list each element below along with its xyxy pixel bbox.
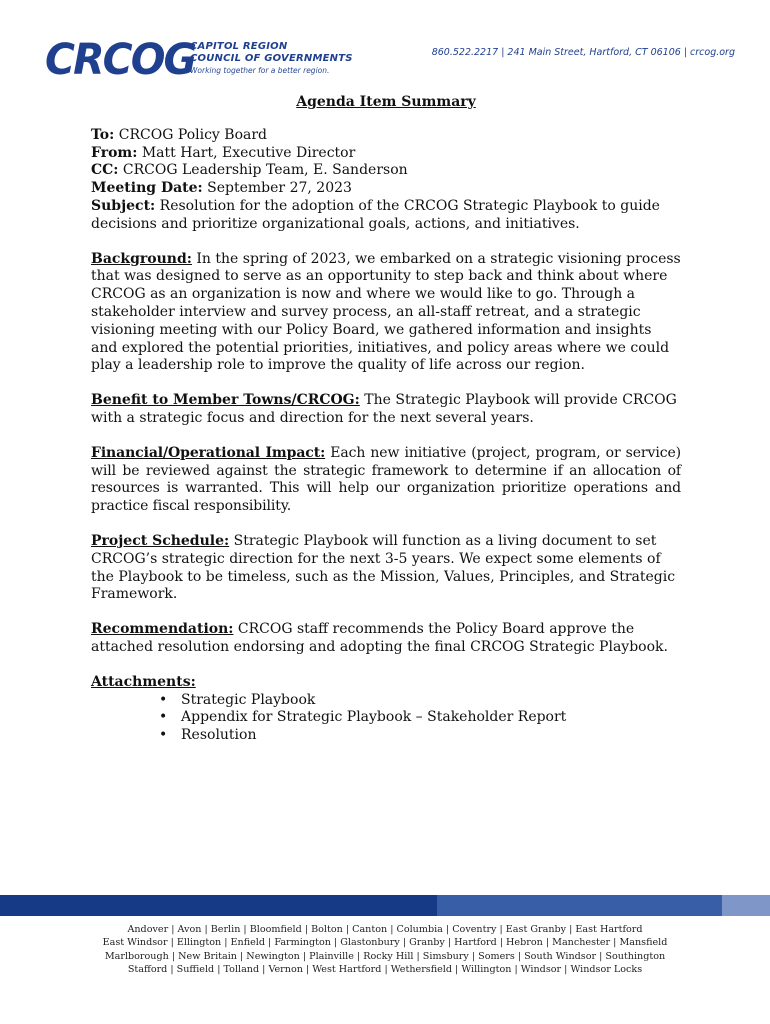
list-item (159, 709, 681, 727)
recommendation-text: CRCOG staff recommends the Policy Board approve the attached resolution endorsing and adopting the final CRCOG Strategic Playbook. (91, 621, 668, 655)
memo-date (91, 180, 681, 198)
attachment-label: Strategic Playbook (181, 691, 316, 708)
background-heading: Background: (91, 250, 192, 267)
memo-cc (91, 162, 681, 180)
attachment-label: Resolution (181, 727, 257, 744)
memo-from-value: Matt Hart, Executive Director (141, 144, 356, 161)
memo-header (91, 127, 681, 234)
memo-date-value: September 27, 2023 (207, 180, 352, 197)
schedule-text: Strategic Playbook will function as a living document to set CRCOG’s strategic direction for the next 3-5 years. We expect some elements of the Playbook to be timeless, such as the Mission, Values, Principles, and Strategic Framework. (91, 532, 676, 603)
page-title: Agenda Item Summary (296, 94, 476, 110)
bullet-icon: • (159, 727, 168, 744)
tagline: Working together for a better region. (190, 66, 330, 75)
background-text: In the spring of 2023, we embarked on a strategic visioning process that was designed to serve as an opportunity to step back and think about where CRCOG as an organization is now and where we would like to go. Through a stakeholder interview and survey process, an all-staff retreat, and a strategic visioning meeting with our Policy Board, we gathered information and insights and explored the potential priorities, initiatives, and policy areas where we could play a leadership role to improve the quality of life across our region. (91, 250, 681, 374)
financial-section (91, 445, 681, 516)
benefit-heading: Benefit to Member Towns/CRCOG: (91, 392, 360, 409)
list-item (159, 727, 681, 745)
benefit-section (91, 392, 681, 428)
schedule-section (91, 533, 681, 604)
recommendation-section (91, 621, 681, 657)
contact-info: 860.522.2217 | 241 Main Street, Hartford, CT 06106 | crcog.org (431, 47, 735, 58)
letterhead (45, 36, 735, 84)
memo-to-value: CRCOG Policy Board (118, 126, 268, 143)
bullet-icon: • (159, 691, 168, 708)
document-body (91, 94, 681, 745)
memo-to-label: To: (91, 126, 115, 143)
memo-to (91, 127, 681, 145)
memo-cc-value: CRCOG Leadership Team, E. Sanderson (122, 162, 408, 179)
footer-member-towns (0, 923, 770, 977)
crcog-logo: CRCOG (45, 35, 196, 85)
org-name (190, 41, 353, 65)
attachments-section (91, 674, 681, 745)
background-section (91, 251, 681, 376)
bullet-icon: • (159, 709, 168, 726)
attachments-list (91, 692, 681, 745)
towns-line: Stafford | Suffield | Tolland | Vernon | West Hartford | Wethersfield | Willington | Windsor | Windsor Locks (127, 964, 643, 976)
footer-bar-mid (437, 895, 722, 916)
org-name-line-2: COUNCIL OF GOVERNMENTS (190, 53, 353, 64)
towns-line: East Windsor | Ellington | Enfield | Farmington | Glastonbury | Granby | Hartford | Hebron | Manchester | Mansfield (102, 937, 668, 949)
memo-subject-label: Subject: (91, 197, 156, 214)
recommendation-heading: Recommendation: (91, 621, 234, 638)
benefit-text: The Strategic Playbook will provide CRCOG with a strategic focus and direction for the next several years. (91, 392, 677, 426)
memo-date-label: Meeting Date: (91, 180, 203, 197)
towns-line: Marlborough | New Britain | Newington | Plainville | Rocky Hill | Simsbury | Somers | South Windsor | Southington (104, 950, 666, 962)
memo-cc-label: CC: (91, 162, 119, 179)
financial-text: Each new initiative (project, program, or service) will be reviewed against the strategic framework to determine if an allocation of resources is warranted. This will help our organization prioritize operations and practice fiscal responsibility. (91, 444, 681, 515)
memo-subject (91, 198, 681, 234)
footer-color-bar (0, 895, 770, 916)
attachment-label: Appendix for Strategic Playbook – Stakeholder Report (181, 709, 567, 726)
memo-from-label: From: (91, 144, 138, 161)
footer-bar-dark (0, 895, 437, 916)
list-item (159, 692, 681, 710)
schedule-heading: Project Schedule: (91, 532, 230, 549)
attachments-heading: Attachments: (91, 673, 196, 690)
towns-line: Andover | Avon | Berlin | Bloomfield | Bolton | Canton | Columbia | Coventry | East Granby | East Hartford (127, 924, 643, 935)
memo-subject-value: Resolution for the adoption of the CRCOG Strategic Playbook to guide decisions and prioritize organizational goals, actions, and initiatives. (91, 197, 660, 232)
financial-heading: Financial/Operational Impact: (91, 444, 326, 461)
footer-bar-light (722, 895, 770, 916)
org-name-line-1: CAPITOL REGION (190, 41, 288, 52)
memo-from (91, 145, 681, 163)
